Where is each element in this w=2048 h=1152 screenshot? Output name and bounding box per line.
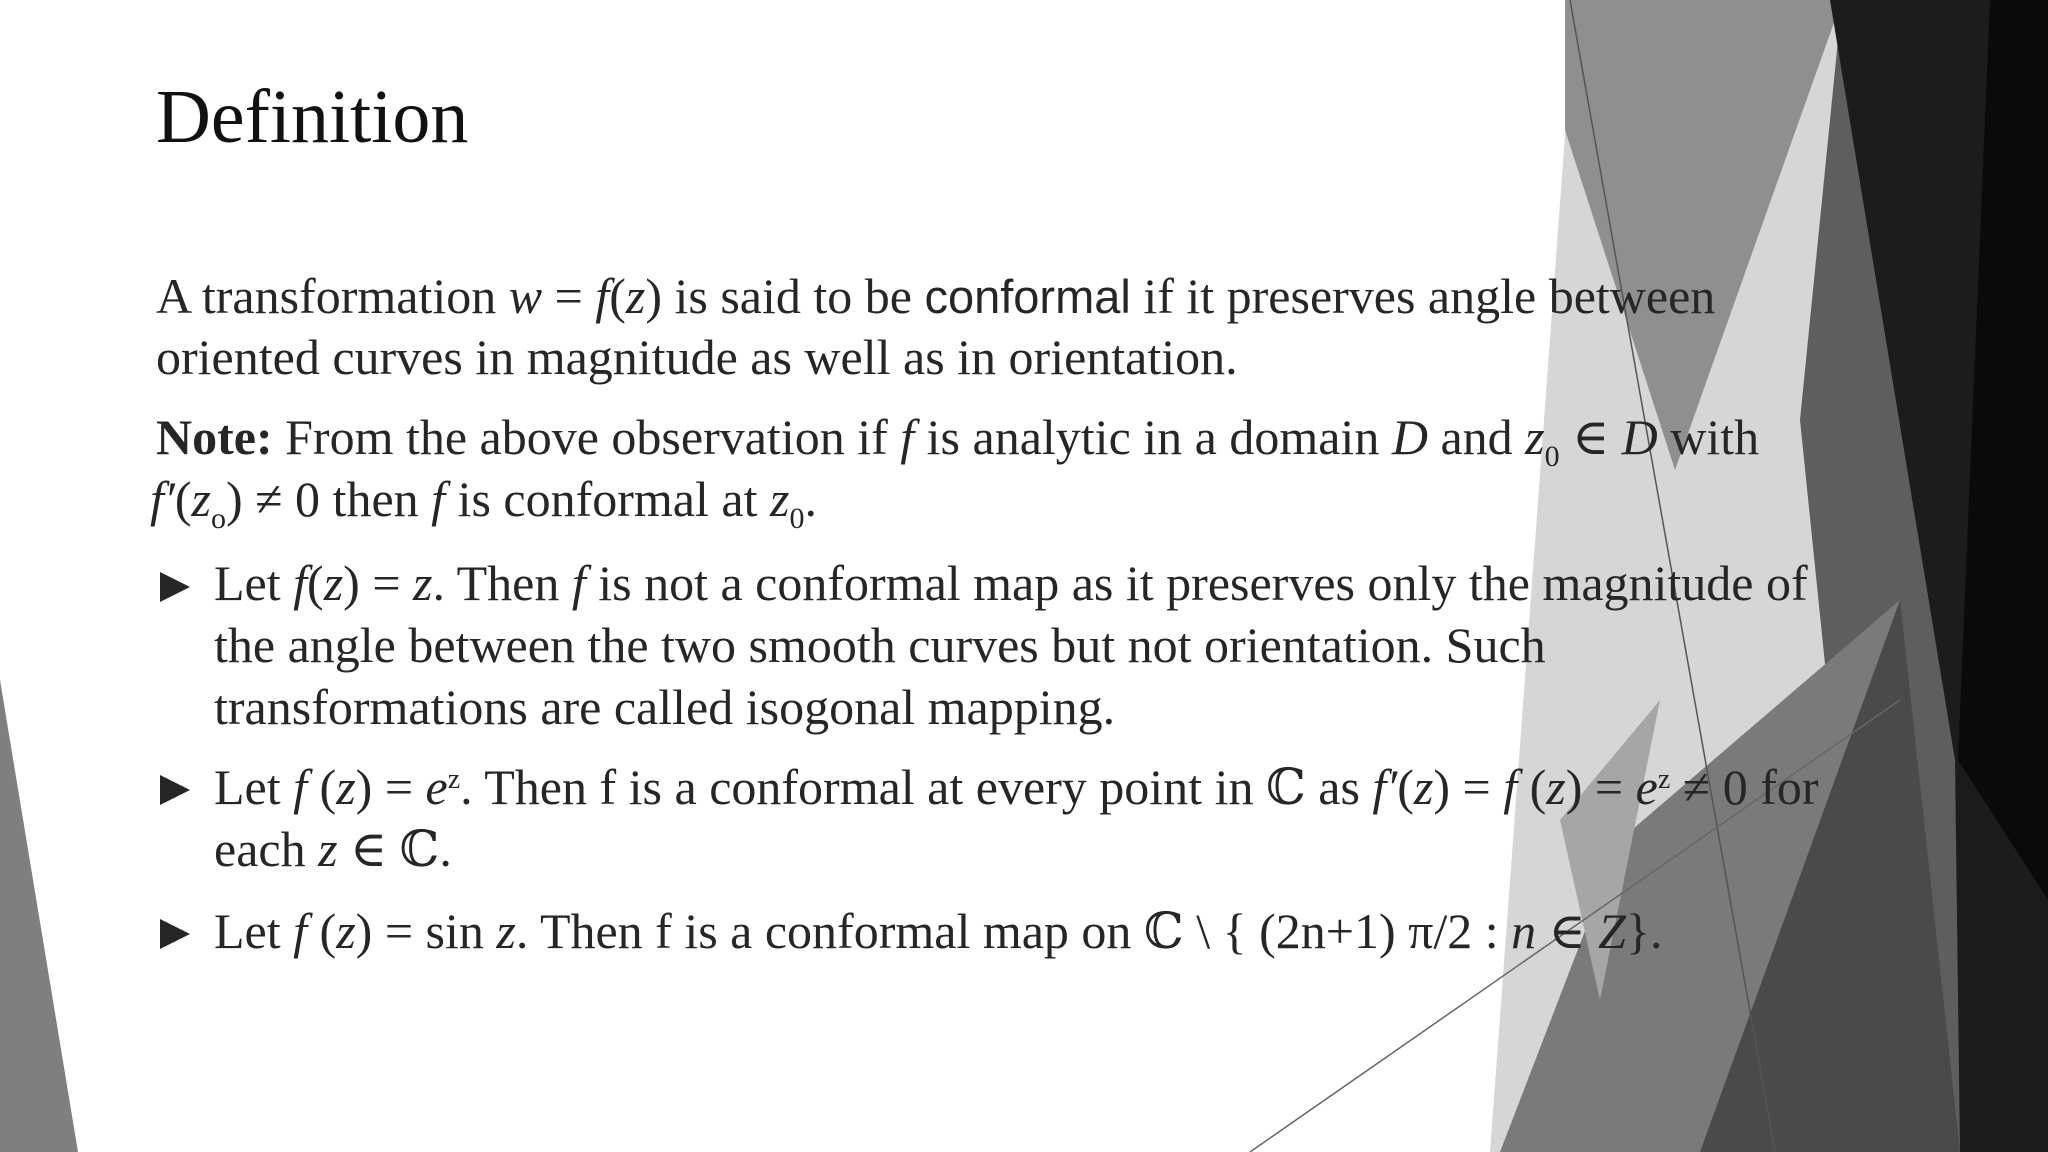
note-line-2: $f'(z_o) \ne 0$ then f is conformal at $z_0$. xyxy=(150,471,817,535)
conformal-term: conformal xyxy=(924,270,1131,323)
bullet-triangle-icon xyxy=(160,572,190,602)
definition-line-2: oriented curves in magnitude as well as in orientation. xyxy=(156,329,1238,385)
definition-line-1: A transformation w = f(z) is said to be conformal if it preserves angle between xyxy=(156,268,1716,324)
bullet-2-line-2: each z ∈ ℂ. xyxy=(214,821,452,877)
note-line-1: Note: From the above observation if f is analytic in a domain D and $z_0$ ∈ D with xyxy=(156,409,1760,473)
bullet-1-line-1: Let f(z) = z. Then f is not a conformal map as it preserves only the magnitude of xyxy=(214,555,1808,611)
bullet-1-line-3: transformations are called isogonal mapping. xyxy=(214,679,1116,735)
bullet-triangle-icon xyxy=(160,775,190,805)
bullet-1-line-2: the angle between the two smooth curves but not orientation. Such xyxy=(214,617,1546,673)
bullet-2-line-1: Let f $(z) = e^z$. Then f is a conformal at every point in ℂ as f′(z) = f $(z) = e^z \ne 0$ for xyxy=(214,759,1819,815)
bullet-3-line-1: Let f (z) = sin z. Then f is a conformal map on ℂ \ { (2n+1) π/2 : n ∈ Z}. xyxy=(214,903,1663,959)
bullet-triangle-icon xyxy=(160,919,190,949)
slide-title: Definition xyxy=(156,75,469,159)
note-label: Note: xyxy=(156,409,273,465)
